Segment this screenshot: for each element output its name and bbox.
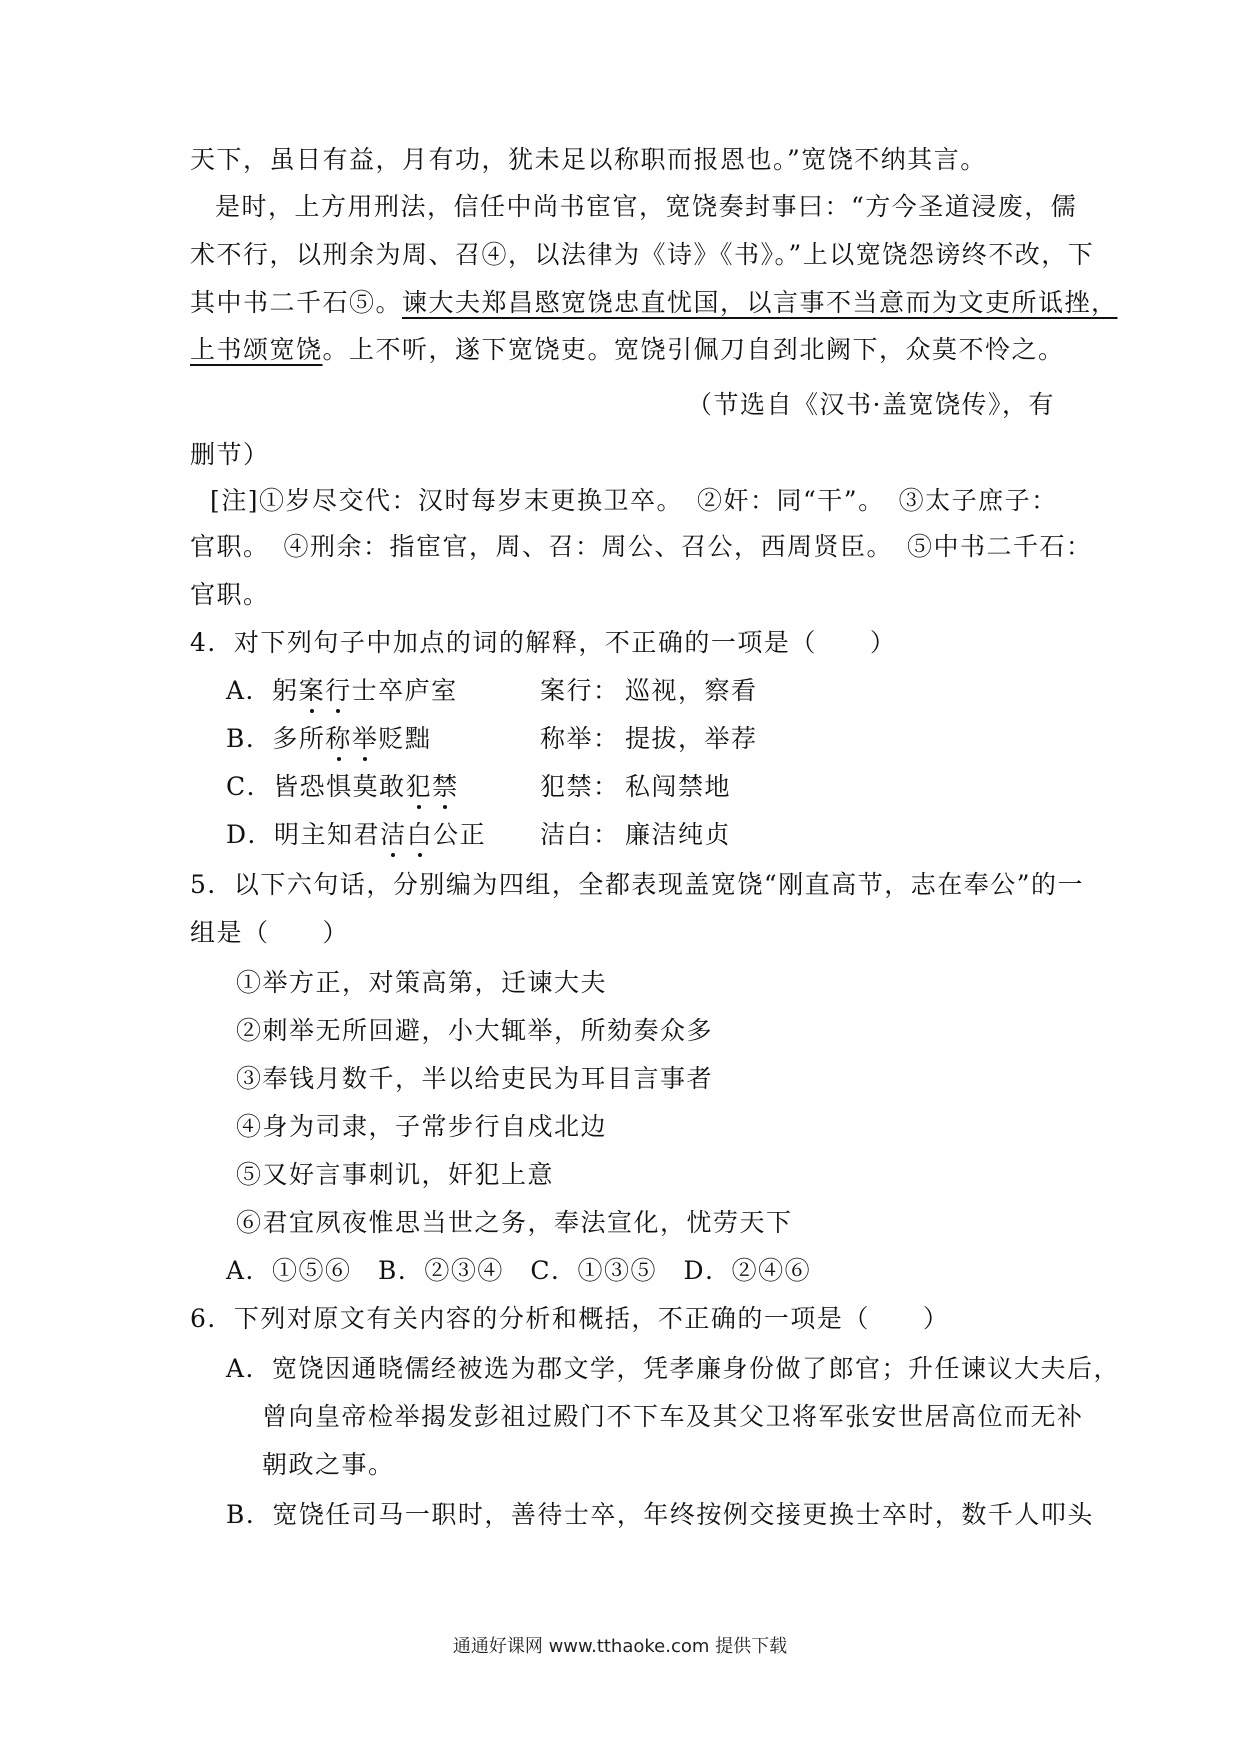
q5-item-6: ⑥君宜夙夜惟思当世之务，奉法宣化，忧劳天下 xyxy=(236,1208,793,1237)
q4-option-a xyxy=(226,676,458,706)
q6-option-a-line-3: 朝政之事。 xyxy=(262,1450,395,1479)
question-5-stem-line-1: 5．以下六句话，分别编为四组，全都表现盖宽饶“刚直高节，志在奉公”的一 xyxy=(190,870,1084,899)
dotted-char: 洁 xyxy=(380,820,407,849)
q5-item-4: ④身为司隶，子常步行自戍北边 xyxy=(236,1112,608,1141)
source-citation: （节选自《汉书·盖宽饶传》，有 xyxy=(687,390,1055,419)
question-5-stem-line-2: 组是（ ） xyxy=(190,918,350,947)
passage-line-4-text: 其中书二千石⑤。 xyxy=(190,288,403,317)
q4-option-c-gloss: 私闯禁地 xyxy=(625,772,732,801)
option-text: 贬黜 xyxy=(378,724,432,753)
q4-option-c xyxy=(226,772,459,802)
dotted-char: 白 xyxy=(406,820,434,849)
option-text: 多所 xyxy=(272,724,326,753)
passage-line-2: 是时，上方用刑法，信任中尚书宦官，宽饶奏封事曰：“方今圣道浸废，儒 xyxy=(215,192,1078,221)
dotted-char: 犯 xyxy=(405,772,433,801)
passage-line-3: 术不行，以刑余为周、召④，以法律为《诗》《书》。”上以宽饶怨谤终不改，下 xyxy=(190,240,1095,269)
q5-item-5: ⑤又好言事刺讥，奸犯上意 xyxy=(236,1160,555,1189)
question-4-stem: 4．对下列句子中加点的词的解释，不正确的一项是（ ） xyxy=(190,628,897,657)
option-letter: D． xyxy=(226,820,275,849)
passage-line-4 xyxy=(190,288,1118,318)
dotted-char: 举 xyxy=(351,724,379,753)
q6-option-b-line-1: B．宽饶任司马一职时，善待士卒，年终按例交接更换士卒时，数千人叩头 xyxy=(226,1500,1094,1529)
q6-option-a-line-1: A．宽饶因通晓儒经被选为郡文学，凭孝廉身份做了郎官；升任谏议大夫后， xyxy=(226,1354,1121,1383)
option-text: 明主知君 xyxy=(274,820,381,849)
passage-line-5-text: 。上不听，遂下宽饶吏。宽饶引佩刀自刭北阙下，众莫不怜之。 xyxy=(322,335,1065,364)
q4-option-b-word: 称举： xyxy=(540,724,620,753)
notes-line-2: 官职。 ④刑余：指宦官，周、召：周公、召公，西周贤臣。 ⑤中书二千石： xyxy=(190,532,1093,561)
q4-option-d-gloss: 廉洁纯贞 xyxy=(625,820,732,849)
notes-line-1: [注]①岁尽交代：汉时每岁末更换卫卒。 ②奸：同“干”。 ③太子庶子： xyxy=(210,486,1058,515)
option-text: 士卒庐室 xyxy=(351,676,458,705)
dotted-char: 称 xyxy=(325,724,352,753)
q4-option-c-word: 犯禁： xyxy=(540,772,620,801)
q5-choices: A．①⑤⑥ B．②③④ C．①③⑤ D．②④⑥ xyxy=(226,1256,812,1285)
q4-option-d-word: 洁白： xyxy=(540,820,620,849)
dotted-char: 禁 xyxy=(432,772,459,801)
option-text: 公正 xyxy=(433,820,487,849)
q5-item-2: ②刺举无所回避，小大辄举，所劾奏众多 xyxy=(236,1016,714,1045)
q5-item-3: ③奉钱月数千，半以给吏民为耳目言事者 xyxy=(236,1064,714,1093)
q4-option-b xyxy=(226,724,431,754)
passage-line-5 xyxy=(190,335,1065,365)
dotted-char: 案 xyxy=(298,676,326,705)
q6-option-a-line-2: 曾向皇帝检举揭发彭祖过殿门不下车及其父卫将军张安世居高位而无补 xyxy=(262,1402,1084,1431)
q4-option-a-gloss: 巡视，察看 xyxy=(625,676,758,705)
dotted-char: 行 xyxy=(325,676,352,705)
q4-option-b-gloss: 提拔，举荐 xyxy=(625,724,758,753)
passage-line-1: 天下，虽日有益，月有功，犹未足以称职而报恩也。”宽饶不纳其言。 xyxy=(190,145,987,174)
option-text: 皆恐惧莫敢 xyxy=(273,772,406,801)
underlined-sentence-part-2: 上书颂宽饶 xyxy=(190,335,323,364)
option-letter: B． xyxy=(226,724,273,753)
notes-line-3: 官职。 xyxy=(190,580,270,609)
q5-item-1: ①举方正，对策高第，迁谏大夫 xyxy=(236,968,608,997)
option-letter: C． xyxy=(226,772,274,801)
source-citation-cont: 删节） xyxy=(190,440,270,469)
q4-option-d xyxy=(226,820,486,850)
option-text: 躬 xyxy=(272,676,299,705)
question-6-stem: 6．下列对原文有关内容的分析和概括，不正确的一项是（ ） xyxy=(190,1304,950,1333)
page-footer: 通通好课网 www.tthaoke.com 提供下载 xyxy=(452,1636,788,1657)
underlined-sentence-part-1: 谏大夫郑昌愍宽饶忠直忧国，以言事不当意而为文吏所诋挫， xyxy=(402,288,1118,317)
q4-option-a-word: 案行： xyxy=(540,676,620,705)
option-letter: A． xyxy=(226,676,273,705)
